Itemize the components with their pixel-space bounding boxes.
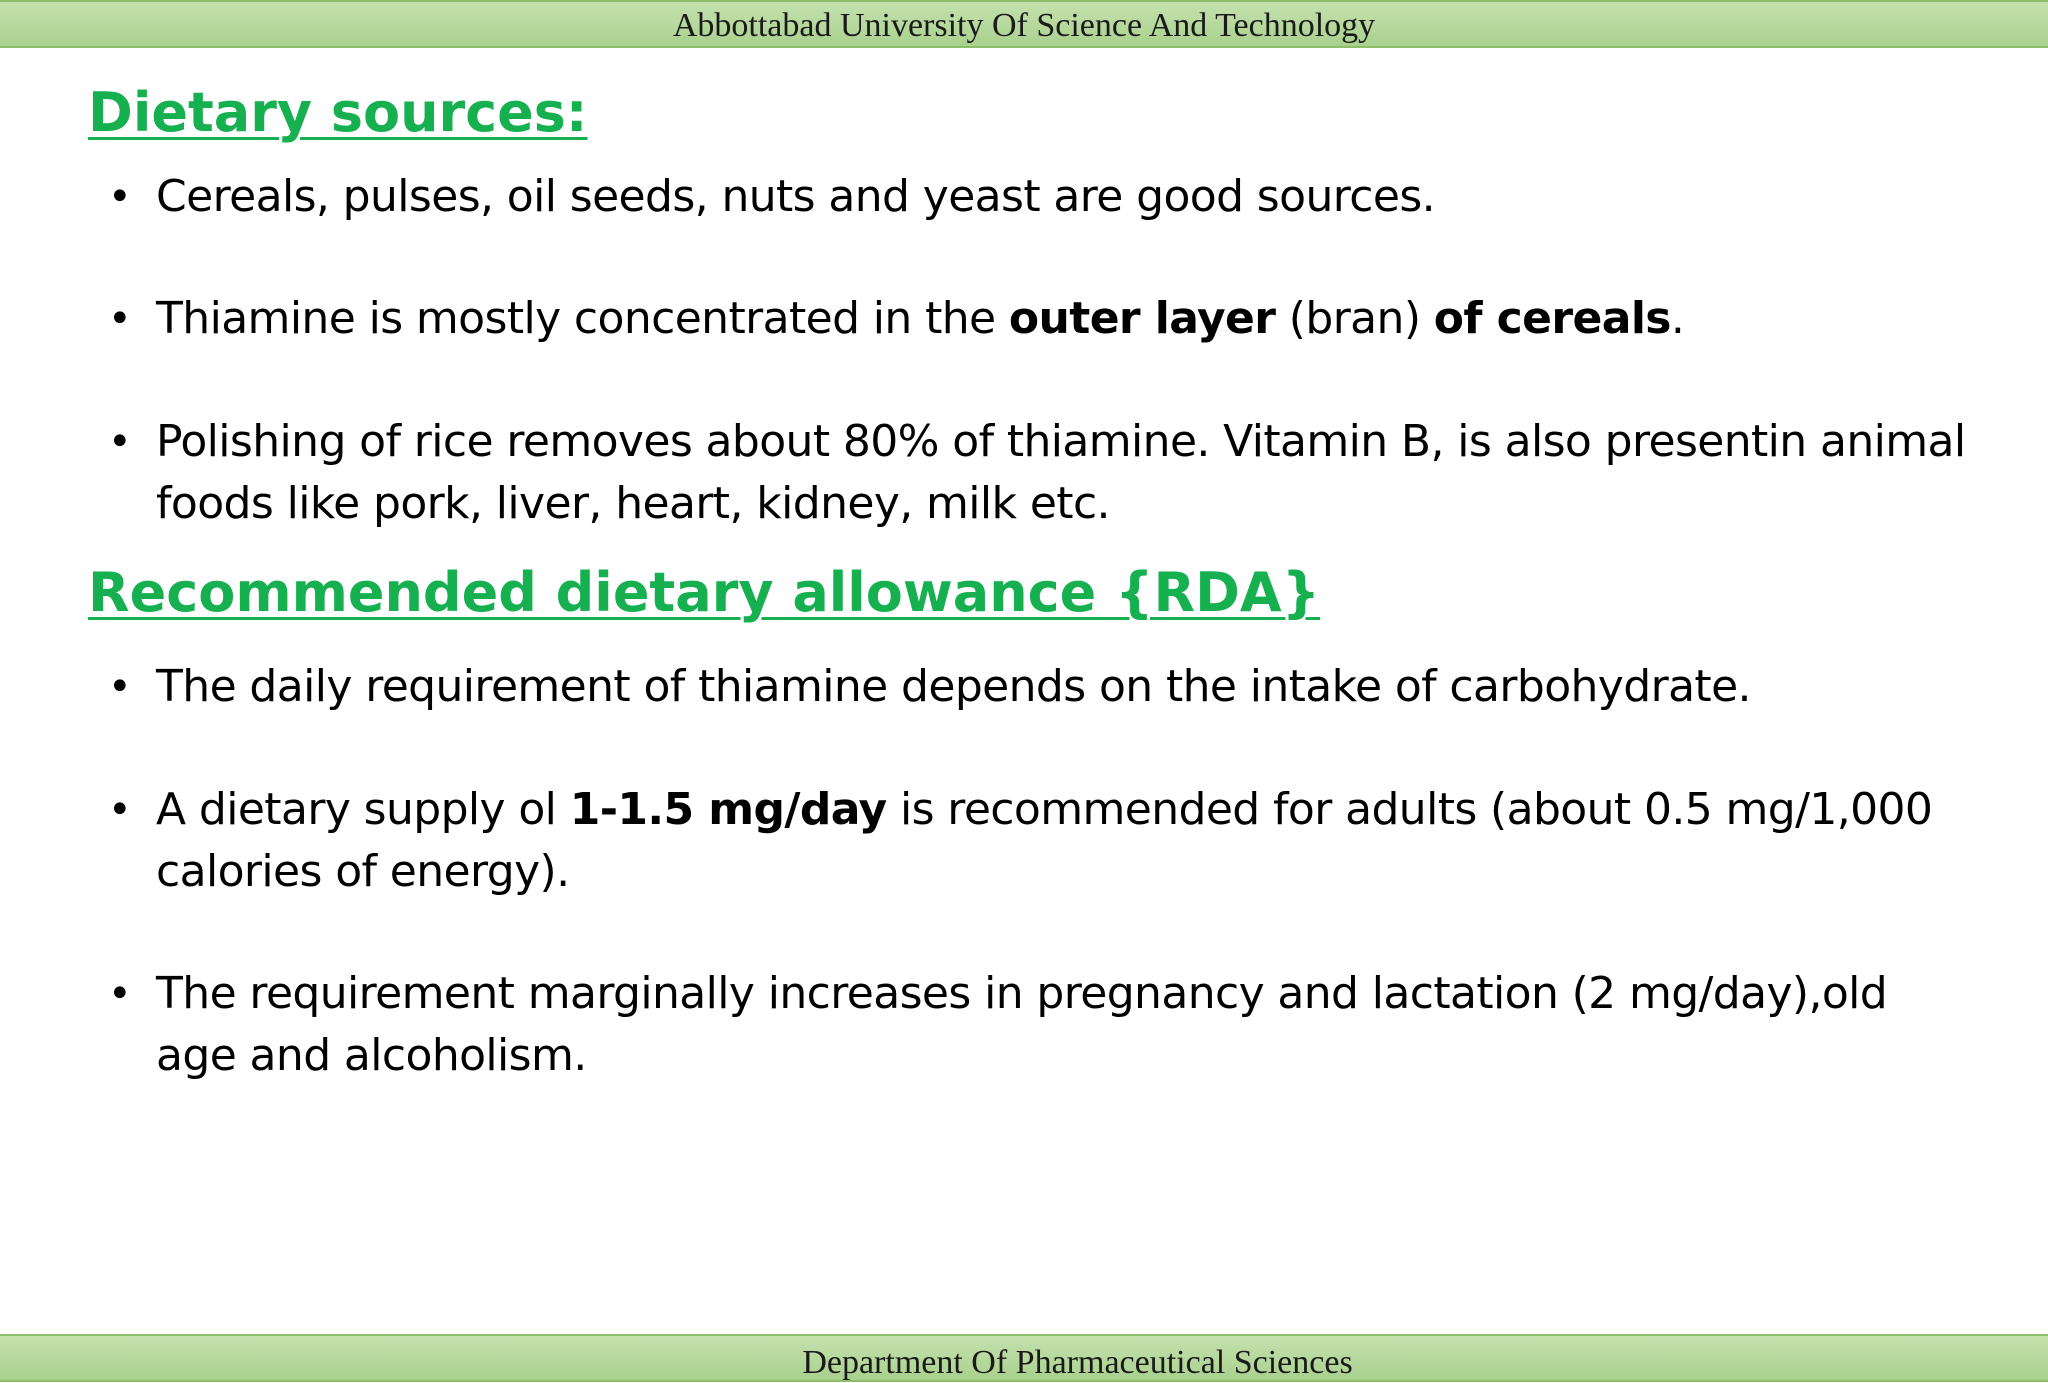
bold-text-of-cereals: of cereals [1433,293,1671,344]
bold-text-dosage: 1-1.5 mg/day [569,784,887,835]
text-run: is recommended for adults (about 0.5 mg/1,000 calories of energy). [156,784,1933,897]
dietary-sources-heading: Dietary sources: [88,81,588,144]
department-title: Department Of Pharmaceutical Sciences [802,1344,1353,1381]
text-run: . [1670,293,1685,344]
header-band [0,0,2048,48]
bullet-text: The requirement marginally increases in pregnancy and lactation (2 mg/day),old age and alcoholism. [156,968,1888,1081]
bullet-icon: • [108,419,132,465]
bullet-text: Polishing of rice removes about 80% of thiamine. Vitamin B, is also presentin animal foods like pork, liver, heart, kidney, milk etc. [156,416,1966,529]
rda-heading: Recommended dietary allowance {RDA} [88,561,1321,624]
footer-band [0,1334,2048,1382]
list-item [108,411,1968,535]
bullet-text [156,779,1968,903]
text-run: A dietary supply ol [156,784,570,835]
bullet-text: The daily requirement of thiamine depends on the intake of carbohydrate. [156,661,1751,712]
list-item [108,288,1968,350]
list-item [108,166,1968,228]
list-item [108,963,1968,1087]
list-item [108,656,1968,718]
text-run: (bran) [1275,293,1434,344]
bullet-icon: • [108,787,132,833]
bullet-icon: • [108,174,132,220]
text-run: Thiamine is mostly concentrated in the [156,293,1009,344]
bullet-icon: • [108,296,132,342]
bullet-icon: • [108,971,132,1017]
list-item [108,779,1968,903]
bullet-text: Cereals, pulses, oil seeds, nuts and yeast are good sources. [156,171,1436,222]
bullet-text [156,288,1968,350]
bullet-icon: • [108,664,132,710]
university-title: Abbottabad University Of Science And Technology [672,7,1376,44]
bold-text-outer-layer: outer layer [1008,293,1276,344]
